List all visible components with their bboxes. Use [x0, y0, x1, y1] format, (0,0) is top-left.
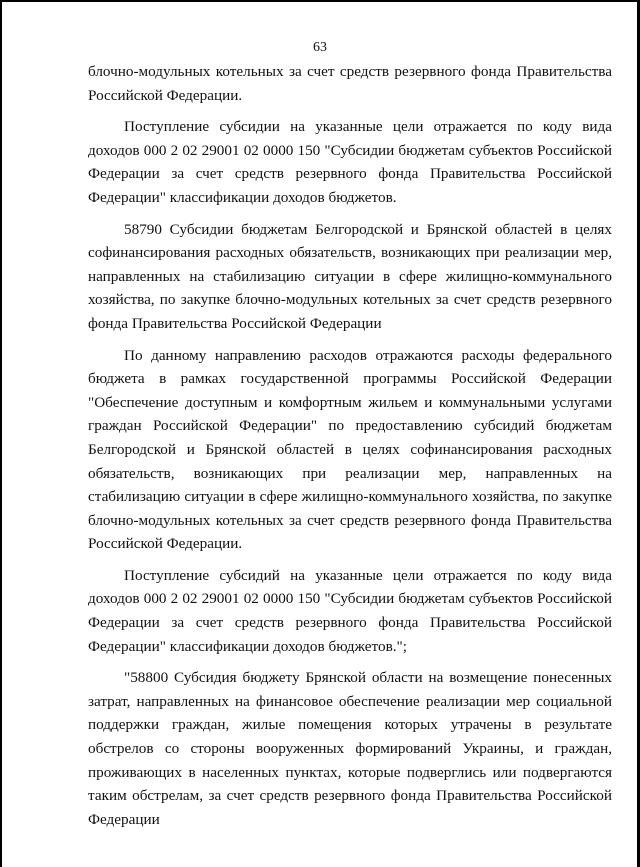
paragraph-58790-heading: 58790 Субсидии бюджетам Белгородской и Брянской областей в целях софинансирования расходных обязательств, возникающих при реализации мер, направленных на стабилизацию ситуации в сфере жилищно-коммунального хозяйства, по закупке блочно-модульных котельных за счет средств резервного фонда Правительства Российской Федерации	[88, 220, 612, 332]
document-body	[88, 60, 612, 839]
paragraph-58790-description: По данному направлению расходов отражаются расходы федерального бюджета в рамках государственной программы Российской Федерации "Обеспечение доступным и комфортным жильем и коммунальными услугами граждан Российской Федерации" по предоставлению субсидий бюджетам Белгородской и Брянской областей в целях софинансирования расходных обязательств, возникающих при реализации мер, направленных на стабилизацию ситуации в сфере жилищно-коммунального хозяйства, по закупке блочно-модульных котельных за счет средств резервного фонда Правительства Российской Федерации.	[88, 346, 612, 553]
paragraph-58800-heading: "58800 Субсидия бюджету Брянской области на возмещение понесенных затрат, направленных на финансовое обеспечение реализации мер социальной поддержки граждан, жилые помещения которых утрачены в результате обстрелов со стороны вооруженных формирований Украины, и граждан, проживающих в населенных пунктах, которые подверглись или подвергаются таким обстрелам, за счет средств резервного фонда Правительства Российской Федерации	[88, 669, 612, 828]
page-number: 63	[313, 40, 327, 55]
paragraph-continuation: блочно-модульных котельных за счет средств резервного фонда Правительства Российской Федерации.	[88, 63, 612, 104]
paragraph-income-code-1: Поступление субсидии на указанные цели отражается по коду вида доходов 000 2 02 29001 02 0000 150 "Субсидии бюджетам субъектов Российской Федерации за счет средств резервного фонда Правительства Российской Федерации" классификации доходов бюджетов.	[88, 118, 612, 206]
scan-border-left	[0, 0, 2, 867]
scan-border-top	[0, 0, 640, 2]
paragraph-income-code-2: Поступление субсидий на указанные цели отражается по коду вида доходов 000 2 02 29001 02 0000 150 "Субсидии бюджетам субъектов Российской Федерации за счет средств резервного фонда Правительства Российской Федерации" классификации доходов бюджетов.";	[88, 566, 612, 655]
